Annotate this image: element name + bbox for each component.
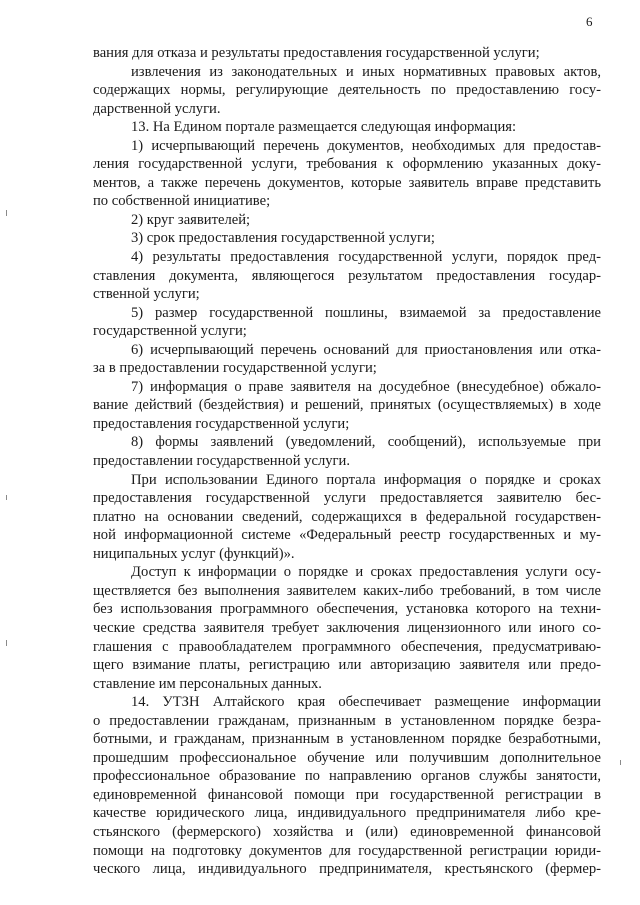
text-line: 6) исчерпывающий перечень оснований для приостановления или отка-: [131, 341, 601, 358]
text-line: предоставлении государственной услуги.: [93, 453, 350, 470]
text-line: Доступ к информации о порядке и сроках предоставления услуги осу-: [131, 564, 601, 581]
text-line: вания для отказа и результаты предоставления государственной услуги;: [93, 45, 540, 61]
text-line: ставление им персональных данных.: [93, 675, 322, 692]
text-line: качестве юридического лица, индивидуального предпринимателя либо кре-: [93, 805, 601, 822]
text-line: ботными, и гражданам, признанным в установленном порядке безработными,: [93, 731, 601, 748]
text-line: 8) формы заявлений (уведомлений, сообщений), используемые при: [131, 434, 601, 451]
text-line: за в предоставлении государственной услуги;: [93, 360, 377, 377]
text-line: платно на основании сведений, содержащихся в федеральной государствен-: [93, 508, 601, 525]
text-line: 13. На Едином портале размещается следующая информация:: [131, 119, 517, 136]
text-line: ставления документа, являющегося результатом предоставления государ-: [93, 267, 601, 284]
text-line: о предоставлении гражданам, признанным в установленном порядке безра-: [93, 712, 601, 729]
text-line: предоставления государственной услуги предоставляется заявителю бес-: [93, 490, 601, 507]
text-line: ной информационной системе «Федеральный реестр государственных и му-: [93, 527, 601, 544]
text-line: помощи на подготовку документов для государственной регистрации юриди-: [93, 842, 601, 859]
scan-edge-mark: [6, 210, 7, 216]
page-number: 6: [586, 14, 593, 29]
text-line: предоставления государственной услуги;: [93, 415, 350, 432]
text-line: ществляется без выполнения заявителем каких-либо требований, в том числе: [93, 582, 601, 599]
text-line: 1) исчерпывающий перечень документов, необходимых для предостав-: [131, 137, 601, 154]
text-line: ческого лица, индивидуального предпринимателя, крестьянского (фермер-: [93, 861, 601, 878]
text-line: При использовании Единого портала информация о порядке и сроках: [131, 471, 601, 488]
text-line: государственной услуги;: [93, 323, 247, 340]
text-line: ственной услуги;: [93, 286, 200, 303]
text-line: извлечения из законодательных и иных нормативных правовых актов,: [131, 63, 601, 80]
text-line: 4) результаты предоставления государственной услуги, порядок пред-: [131, 249, 601, 266]
text-line: без использования программного обеспечения, установка которого на техни-: [93, 601, 601, 618]
text-line: единовременной финансовой помощи при государственной регистрации в: [93, 786, 601, 803]
text-line: содержащих нормы, регулирующие деятельность по предоставлению госу-: [93, 82, 601, 99]
text-line: 7) информация о праве заявителя на досудебное (внесудебное) обжало-: [131, 378, 601, 395]
text-line: 3) срок предоставления государственной услуги;: [131, 230, 435, 247]
text-line: 2) круг заявителей;: [131, 211, 251, 228]
scan-edge-mark: [6, 495, 7, 500]
text-line: 5) размер государственной пошлины, взимаемой за предоставление: [131, 304, 601, 321]
text-line: по собственной инициативе;: [93, 193, 271, 210]
text-line: дарственной услуги.: [93, 100, 221, 117]
text-line: ческие средства заявителя требует заключения лицензионного или иного со-: [93, 619, 601, 636]
text-line: стьянского (фермерского) хозяйства и (или) единовременной финансовой: [93, 823, 601, 840]
text-line: вание действий (бездействия) и решений, принятых (осуществляемых) в ходе: [93, 397, 601, 414]
text-line: ления государственной услуги, требования к оформлению указанных доку-: [93, 156, 601, 173]
text-line: ментов, а также перечень документов, которые заявитель вправе представить: [93, 174, 601, 191]
text-line: прошедшим профессиональное обучение или получившим дополнительное: [93, 749, 601, 766]
scan-edge-mark: [6, 640, 7, 646]
document-body: [93, 44, 601, 879]
text-line: щего взимание платы, регистрацию или авторизацию заявителя или предо-: [93, 657, 601, 674]
scan-edge-mark: [620, 760, 621, 765]
text-line: глашения с правообладателем программного обеспечения, предусматриваю-: [93, 638, 601, 655]
text-line: профессиональное образование по направлению органов службы занятости,: [93, 768, 601, 785]
text-line: ниципальных услуг (функций)».: [93, 545, 295, 562]
text-line: 14. УТЗН Алтайского края обеспечивает размещение информации: [131, 694, 601, 711]
